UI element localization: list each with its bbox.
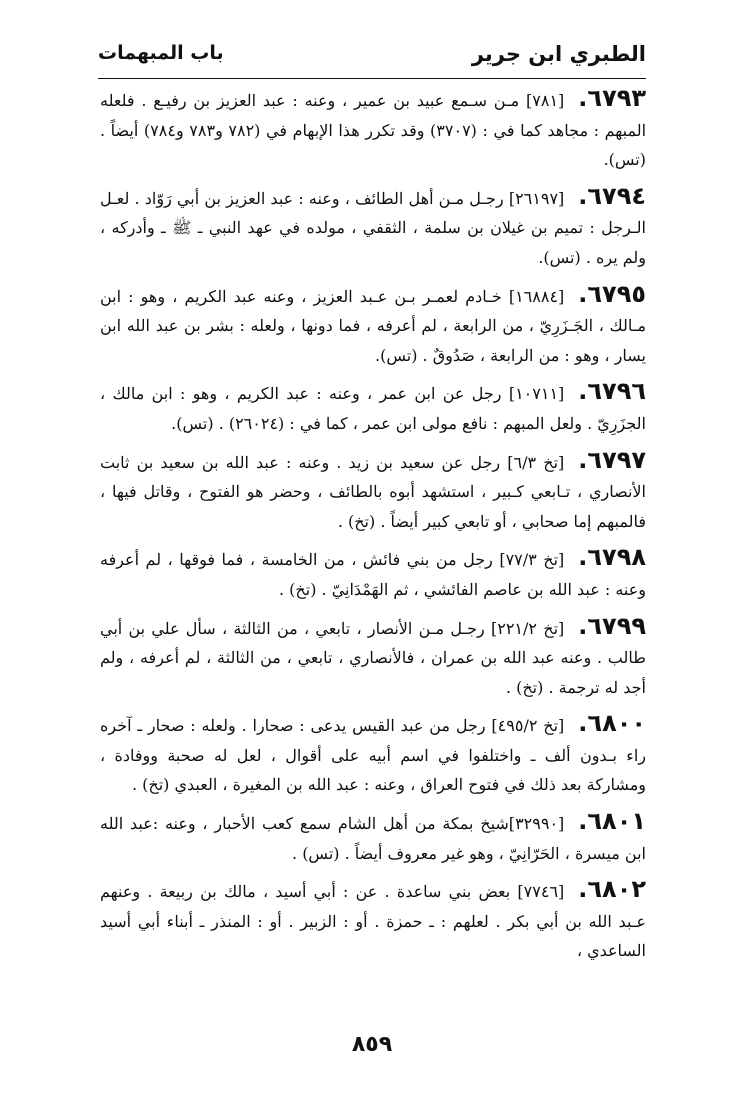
entry-text: [١٠٧١١] رجل عن ابن عمر ، وعنه : عبد الكريم ، وهو : ابن مالك ، الجزَرِيّ . ولعل المبهم : نافع مولى ابن عمر ، كما في : (٢٦٠٢٤) . (تس). [100,384,646,433]
entry-text: [٢٦١٩٧] رجـل مـن أهل الطائف ، وعنه : عبد العزيز بن أبي رَوّاد . لعـل الـرجل : تميم بن غيلان بن سلمة ، الثقفي ، مولده في عهد النبي ـ ﷺ ـ وأدركه ، ولم يره . (تس). [100,188,646,267]
chapter-title: باب المبهمات [98,42,224,64]
entry-number: ٦٨٠٠. [578,709,647,738]
page-number: ٨٥٩ [351,1032,393,1057]
entry [100,875,646,966]
book-title: الطبري ابن جرير [471,42,646,66]
entry [100,446,646,537]
entry-number: ٦٨٠٢. [578,875,646,904]
entry [100,612,646,703]
entry [100,280,646,371]
entry-number: ٦٧٩٥. [578,279,646,308]
entry [100,84,646,175]
entry-number: ٦٧٩٧. [578,445,647,474]
entry [100,709,646,800]
header-rule [98,78,646,79]
entry-text: [تخ ٢٢١/٢] رجـل مـن الأنصار ، تابعي ، من الثالثة ، سأل علي بن أبي طالب . وعنه عبد الله بن عمران ، فالأنصاري ، تابعي ، من الثالثة ، لم أعرفه ، ولم أجد له ترجمة . (تخ) . [100,618,647,697]
entry [100,543,646,604]
entry-text: [تخ ٦/٣] رجل عن سعيد بن زيد . وعنه : عبد الله بن سعيد بن ثابت الأنصاري ، تـابعي كـبير ، استشهد أبوه بالطائف ، وحضر هو الفتوح ، وقاتل فيها ، فالمبهم إما صحابي ، أو تابعي كبير أيضاً . (تخ) . [100,452,646,531]
entry-text: [١٦٨٨٤] خـادم لعمـر بـن عـبد العزيز ، وعنه عبد الكريم ، وهو : ابن مـالك ، الجَـزَرِيّ ، من الرابعة ، لم أعرفه ، فما دونها ، ولعله : بشر بن عبد الله ابن يسار ، وهو : من الرابعة ، صَدُوقٌ . (تس). [100,286,646,365]
entry-text: [تخ ٧٧/٣] رجل من بني فائش ، من الخامسة ، فما فوقها ، لم أعرفه وعنه : عبد الله بن عاصم الفائشي ، ثم الهَمْدَانِيّ . (تخ) . [100,550,646,599]
running-header [98,36,646,76]
entry-number: ٦٧٩٩. [578,611,646,640]
entry-number: ٦٧٩٤. [578,181,646,210]
entry [100,807,646,868]
entries-list [100,84,646,973]
entry-number: ٦٧٩٨. [578,543,646,572]
entry-number: ٦٧٩٣. [578,84,647,112]
entry-text: [٧٨١] مـن سـمع عبيد بن عمير ، وعنه : عبد العزيز بن رفيـع . فلعله المبهم : مجاهد كما في : (٣٧٠٧) وقد تكرر هذا الإبهام في (٧٨٢ و٧٨٣ و٧٨٤) أيضاً . (تس). [100,91,647,170]
entry-number: ٦٧٩٦. [578,377,646,406]
entry [100,377,646,438]
entry-text: [٧٧٤٦] بعض بني ساعدة . عن : أبي أسيد ، مالك بن ربيعة . وعنهم عـبد الله بن أبي بكر . لعلهم : ـ حمزة . أو : الزبير . أو : المنذر ـ أبناء أبي أسيد الساعدي ، [100,882,646,961]
entry-number: ٦٨٠١. [578,807,646,836]
entry-text: [٣٢٩٩٠]شيخ بمكة من أهل الشام سمع كعب الأحبار ، وعنه :عبد الله ابن ميسرة ، الحَرّانِيّ ، وهو غير معروف أيضاً . (تس) . [100,814,646,863]
entry-text: [تخ ٤٩٥/٢] رجل من عبد القيس يدعى : صحارا . ولعله : صحار ـ آخره راء بـدون ألف ـ واختلفوا في اسم أبيه على أقوال ، لعل له صحبة ووفادة ، ومشاركة بعد ذلك في فتوح العراق ، وعنه : عبد الله بن المغيرة ، العبدي (تخ) . [100,716,646,795]
entry [100,182,646,273]
